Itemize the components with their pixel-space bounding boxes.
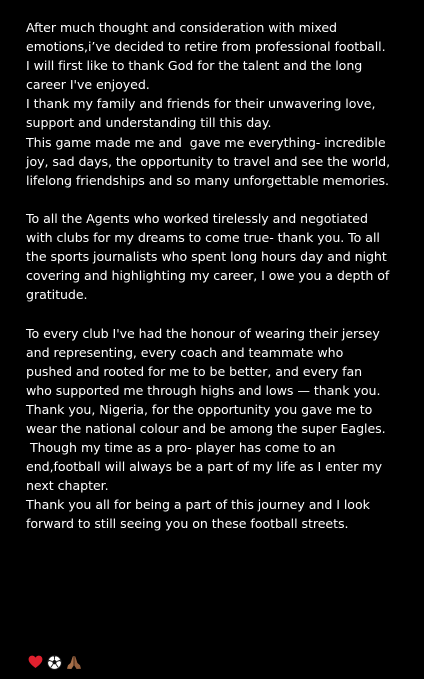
text-line: gratitude. xyxy=(26,287,88,303)
text-line: Thank you all for being a part of this journey and I look xyxy=(26,497,370,513)
text-line: I will first like to thank God for the talent and the long xyxy=(26,58,363,74)
text-line: covering and highlighting my career, I owe you a depth of xyxy=(26,268,390,284)
text-line: career I've enjoyed. xyxy=(26,77,150,93)
text-line: who supported me through highs and lows — thank you. xyxy=(26,382,381,398)
text-line: After much thought and consideration with mixed xyxy=(26,20,338,35)
text-line: support and understanding till this day. xyxy=(26,115,272,131)
text-line: next chapter. xyxy=(26,478,109,494)
text-line: the sports journalists who spent long hours day and night xyxy=(26,249,387,265)
text-line: forward to still seeing you on these football streets. xyxy=(26,516,349,532)
paragraph-2 xyxy=(26,209,416,304)
heart-icon xyxy=(28,655,43,669)
text-line: emotions,i’ve decided to retire from professional football. xyxy=(26,39,386,55)
text-line: joy, sad days, the opportunity to travel and see the world, xyxy=(26,153,391,169)
text-line: Though my time as a pro- player has come to an xyxy=(26,440,336,456)
retirement-note xyxy=(26,18,416,534)
text-line: and representing, every coach and teammate who xyxy=(26,344,344,360)
praying-hands-icon xyxy=(66,655,82,670)
emoji-row xyxy=(28,654,82,670)
soccer-ball-icon xyxy=(47,655,62,670)
text-line: This game made me and gave me everything- incredible xyxy=(26,134,386,150)
paragraph-gap xyxy=(26,190,416,209)
text-line: I thank my family and friends for their unwavering love, xyxy=(26,96,376,112)
text-line: wear the national colour and be among the super Eagles. xyxy=(26,420,386,436)
paragraph-3 xyxy=(26,324,416,534)
text-line: To every club I've had the honour of wearing their jersey xyxy=(26,325,380,341)
text-line: end,football will always be a part of my life as I enter my xyxy=(26,459,382,475)
text-line: pushed and rooted for me to be better, and every fan xyxy=(26,363,363,379)
text-line: To all the Agents who worked tirelessly and negotiated xyxy=(26,210,368,226)
paragraph-1 xyxy=(26,18,416,190)
text-line: Thank you, Nigeria, for the opportunity you gave me to xyxy=(26,401,373,417)
text-line: with clubs for my dreams to come true- thank you. To all xyxy=(26,230,380,246)
paragraph-gap xyxy=(26,304,416,323)
text-line: lifelong friendships and so many unforgettable memories. xyxy=(26,172,390,188)
